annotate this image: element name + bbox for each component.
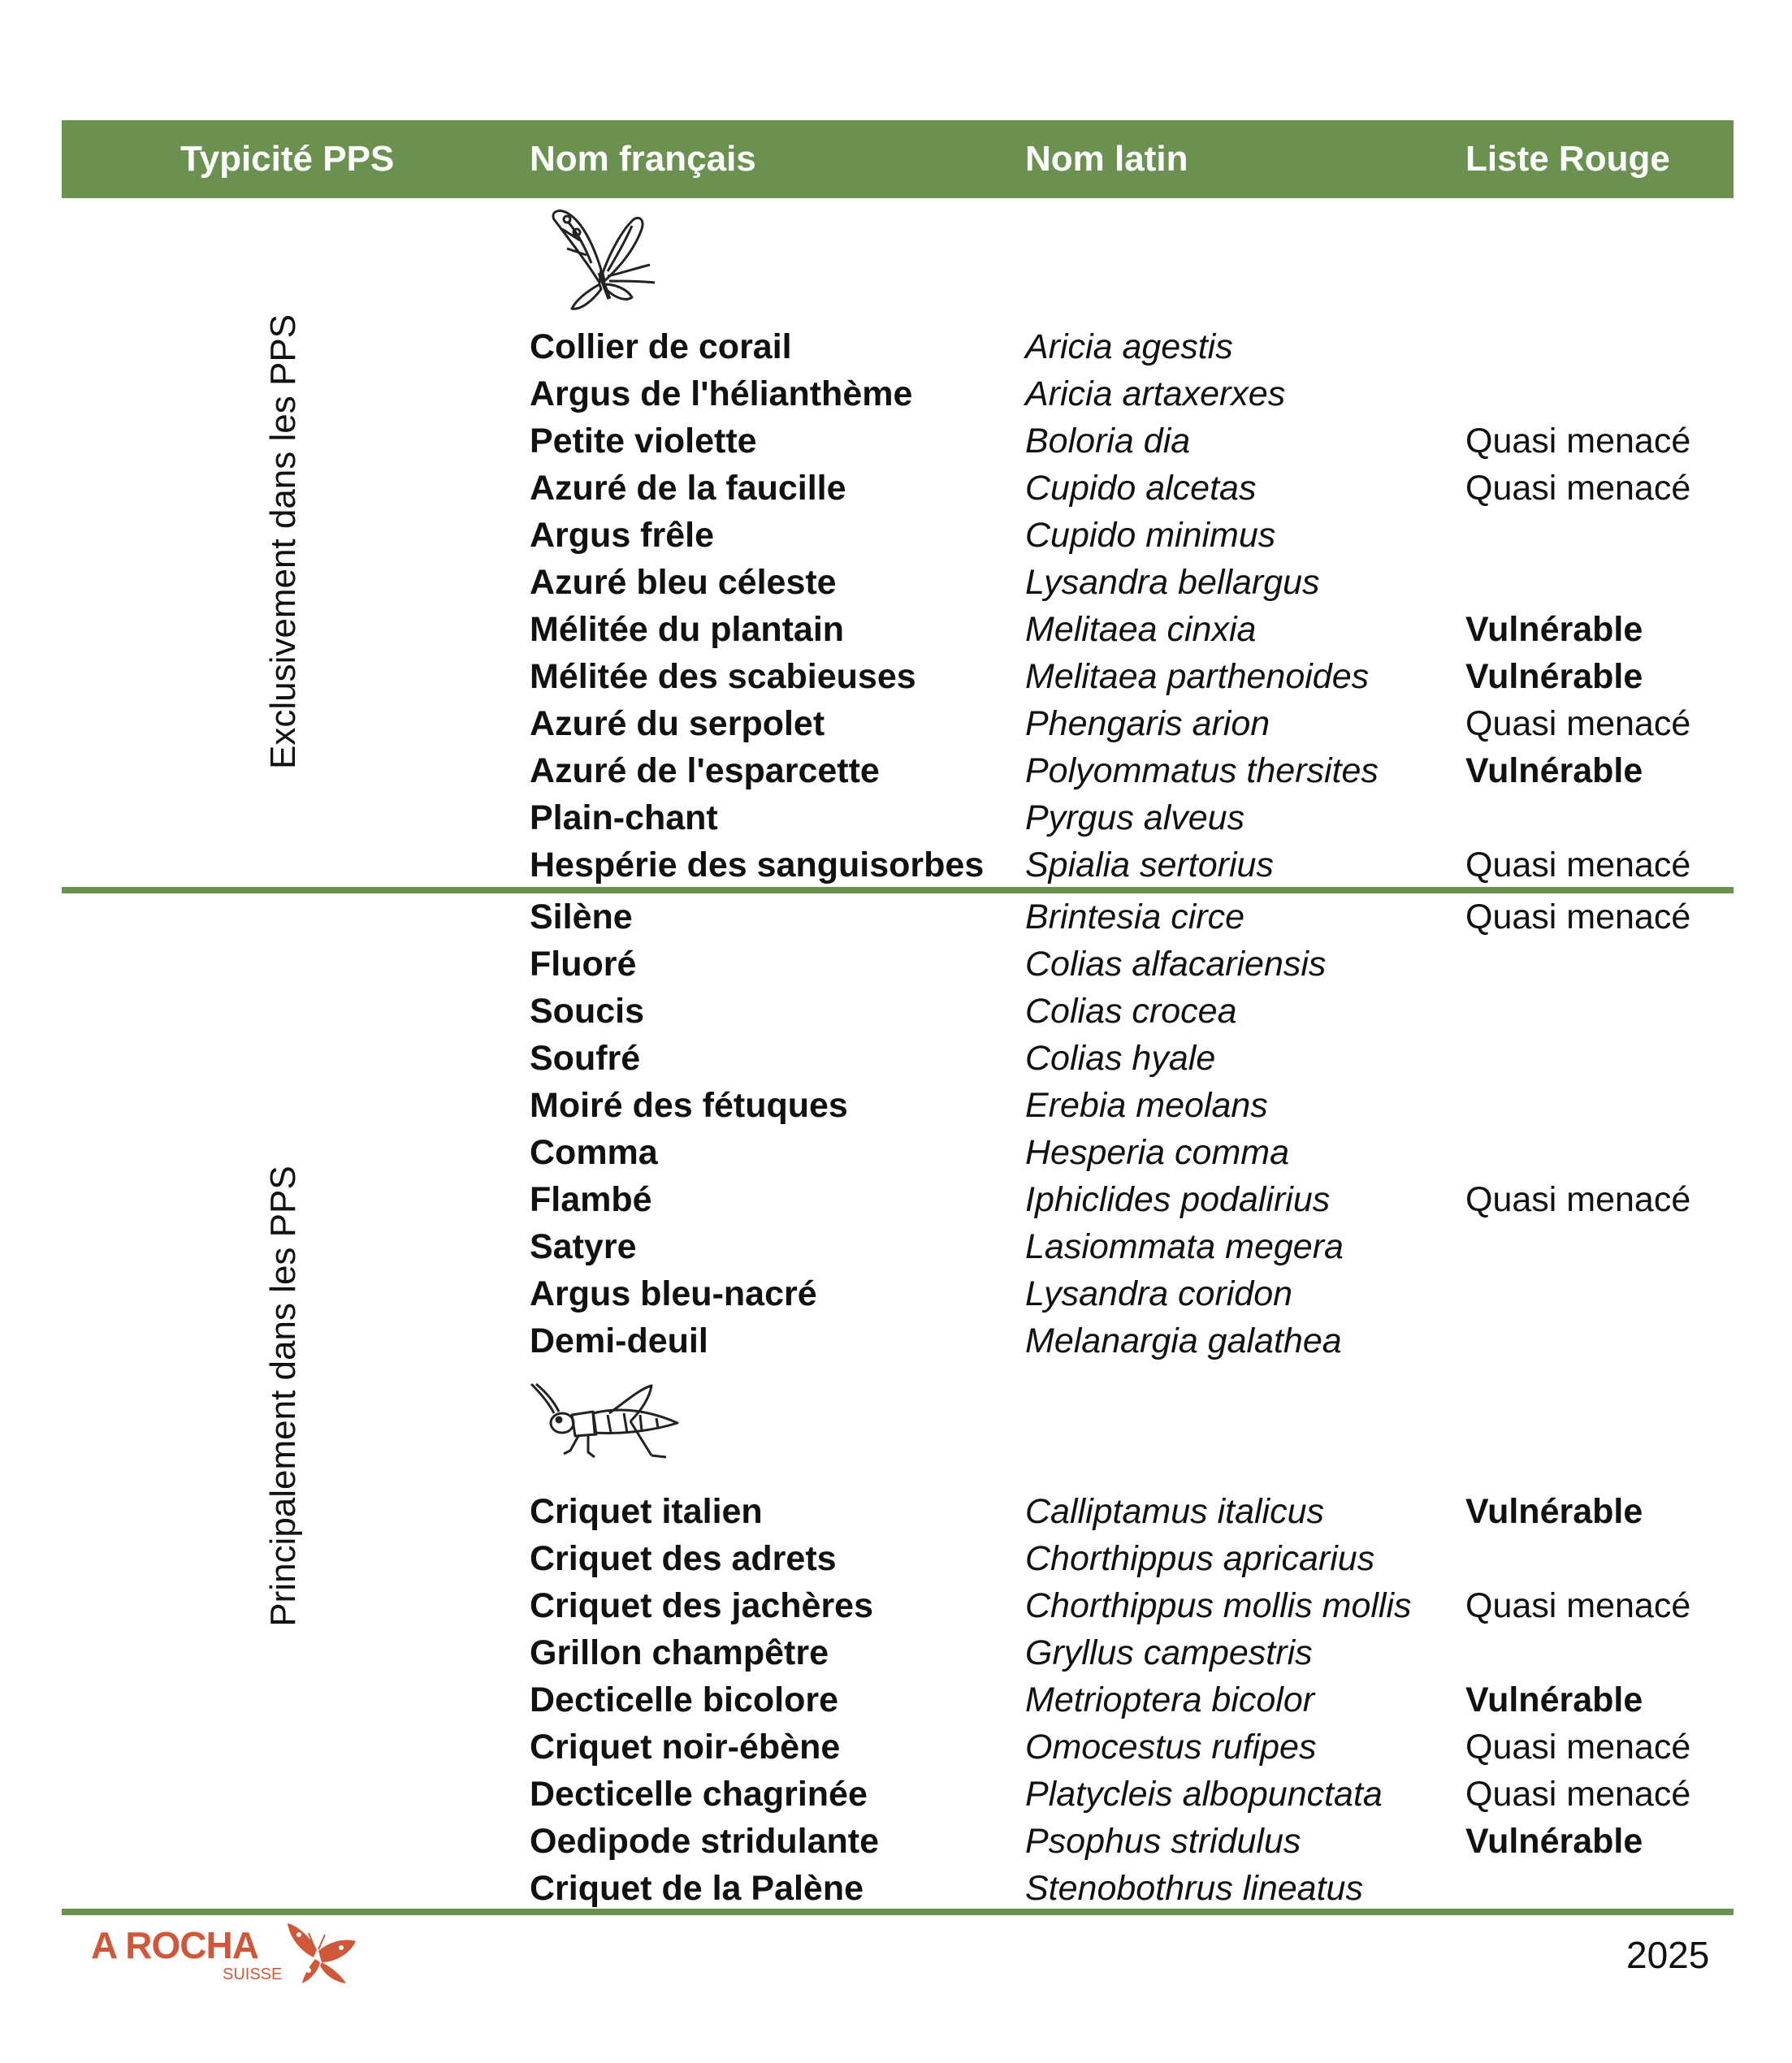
nom-francais: Oedipode stridulante <box>530 1822 880 1861</box>
liste-rouge-status: Vulnérable <box>1465 751 1643 790</box>
table-row <box>0 417 1792 465</box>
nom-francais: Hespérie des sanguisorbes <box>530 846 985 884</box>
table-row <box>0 941 1792 988</box>
liste-rouge-status: Quasi menacé <box>1465 1586 1691 1625</box>
table-row <box>0 1488 1792 1535</box>
nom-latin: Aricia artaxerxes <box>1025 374 1286 413</box>
nom-latin: Brintesia circe <box>1025 897 1245 936</box>
nom-latin: Psophus stridulus <box>1025 1822 1301 1861</box>
table-header <box>62 120 1734 198</box>
nom-latin: Polyommatus thersites <box>1025 751 1379 790</box>
table-row <box>0 1723 1792 1771</box>
nom-francais: Mélitée du plantain <box>530 610 845 649</box>
nom-latin: Melitaea cinxia <box>1025 610 1257 649</box>
nom-latin: Colias crocea <box>1025 992 1237 1031</box>
nom-latin: Omocestus rufipes <box>1025 1728 1317 1767</box>
table-row <box>0 323 1792 370</box>
liste-rouge-status: Quasi menacé <box>1465 897 1691 936</box>
liste-rouge-status: Vulnérable <box>1465 1492 1643 1531</box>
nom-latin: Stenobothrus lineatus <box>1025 1869 1363 1908</box>
table-row <box>0 653 1792 700</box>
liste-rouge-status: Vulnérable <box>1465 610 1643 649</box>
liste-rouge-status: Quasi menacé <box>1465 1180 1691 1219</box>
group-label-exclusivement: Exclusivement dans les PPS <box>263 314 303 770</box>
nom-latin: Lasiommata megera <box>1025 1227 1344 1266</box>
liste-rouge-status: Quasi menacé <box>1465 1775 1691 1814</box>
logo-text: A ROCHA <box>91 1924 258 1966</box>
nom-latin: Chorthippus apricarius <box>1025 1539 1375 1578</box>
table-row <box>0 559 1792 606</box>
nom-francais: Azuré de la faucille <box>530 469 846 508</box>
nom-latin: Lysandra bellargus <box>1025 563 1320 602</box>
nom-francais: Petite violette <box>530 422 757 461</box>
nom-francais: Decticelle chagrinée <box>530 1775 868 1814</box>
nom-latin: Gryllus campestris <box>1025 1633 1313 1672</box>
header-liste-rouge: Liste Rouge <box>1465 139 1670 179</box>
nom-latin: Calliptamus italicus <box>1025 1492 1325 1531</box>
table-row <box>0 1582 1792 1629</box>
nom-francais: Argus de l'hélianthème <box>530 374 913 413</box>
nom-francais: Criquet des jachères <box>530 1586 874 1625</box>
nom-francais: Satyre <box>530 1227 637 1266</box>
table-row <box>0 841 1792 889</box>
table-row <box>0 794 1792 841</box>
table-row <box>0 1818 1792 1865</box>
nom-francais: Soufré <box>530 1039 641 1078</box>
nom-francais: Azuré de l'esparcette <box>530 751 880 790</box>
moth-logo-icon <box>284 1917 359 1985</box>
footer-year: 2025 <box>1626 1934 1710 1976</box>
nom-latin: Colias hyale <box>1025 1039 1216 1078</box>
table-row <box>0 465 1792 512</box>
table-row <box>0 893 1792 941</box>
nom-latin: Phengaris arion <box>1025 704 1270 743</box>
nom-latin: Melanargia galathea <box>1025 1321 1342 1360</box>
nom-francais: Argus frêle <box>530 516 715 555</box>
nom-francais: Criquet des adrets <box>530 1539 837 1578</box>
table-row <box>0 1535 1792 1582</box>
table-row <box>0 1629 1792 1676</box>
grasshopper-icon <box>530 1382 682 1460</box>
nom-francais: Criquet italien <box>530 1492 763 1531</box>
nom-latin: Pyrgus alveus <box>1025 798 1245 837</box>
liste-rouge-status: Quasi menacé <box>1465 704 1691 743</box>
logo-subtitle: SUISSE <box>223 1966 283 1983</box>
nom-latin: Metrioptera bicolor <box>1025 1680 1315 1719</box>
nom-francais: Grillon champêtre <box>530 1633 829 1672</box>
nom-francais: Moiré des fétuques <box>530 1086 848 1125</box>
nom-francais: Silène <box>530 897 633 936</box>
liste-rouge-status: Quasi menacé <box>1465 469 1691 508</box>
nom-latin: Lysandra coridon <box>1025 1274 1293 1313</box>
table-row <box>0 370 1792 417</box>
nom-francais: Azuré du serpolet <box>530 704 825 743</box>
header-nom-latin: Nom latin <box>1025 139 1188 179</box>
table-row <box>0 988 1792 1035</box>
liste-rouge-status: Vulnérable <box>1465 1680 1643 1719</box>
nom-francais: Collier de corail <box>530 327 792 366</box>
nom-latin: Boloria dia <box>1025 422 1191 461</box>
liste-rouge-status: Vulnérable <box>1465 1822 1643 1861</box>
table-row <box>0 1082 1792 1129</box>
liste-rouge-status: Quasi menacé <box>1465 1728 1691 1767</box>
nom-latin: Colias alfacariensis <box>1025 945 1327 984</box>
nom-francais: Criquet de la Palène <box>530 1869 864 1908</box>
nom-francais: Azuré bleu céleste <box>530 563 837 602</box>
table-row <box>0 1035 1792 1082</box>
a-rocha-logo <box>91 1923 367 1988</box>
liste-rouge-status: Quasi menacé <box>1465 846 1691 884</box>
nom-latin: Cupido alcetas <box>1025 469 1257 508</box>
table-row <box>0 1676 1792 1723</box>
nom-francais: Comma <box>530 1133 658 1172</box>
table-row <box>0 1771 1792 1818</box>
nom-francais: Argus bleu-nacré <box>530 1274 817 1313</box>
table-row <box>0 1270 1792 1317</box>
nom-latin: Cupido minimus <box>1025 516 1276 555</box>
nom-francais: Soucis <box>530 992 644 1031</box>
liste-rouge-status: Quasi menacé <box>1465 422 1691 461</box>
nom-francais: Criquet noir-ébène <box>530 1728 841 1767</box>
nom-francais: Fluoré <box>530 945 637 984</box>
nom-latin: Aricia agestis <box>1025 327 1233 366</box>
table-row <box>0 1317 1792 1365</box>
nom-latin: Chorthippus mollis mollis <box>1025 1586 1412 1625</box>
nom-latin: Platycleis albopunctata <box>1025 1775 1383 1814</box>
table-row <box>0 1129 1792 1176</box>
liste-rouge-status: Vulnérable <box>1465 657 1643 696</box>
nom-francais: Mélitée des scabieuses <box>530 657 916 696</box>
nom-francais: Plain-chant <box>530 798 718 837</box>
nom-latin: Iphiclides podalirius <box>1025 1180 1331 1219</box>
table-row <box>0 606 1792 653</box>
nom-latin: Erebia meolans <box>1025 1086 1268 1125</box>
nom-francais: Decticelle bicolore <box>530 1680 838 1719</box>
nom-francais: Demi-deuil <box>530 1321 708 1360</box>
header-nom-francais: Nom français <box>530 139 756 179</box>
nom-francais: Flambé <box>530 1180 652 1219</box>
nom-latin: Melitaea parthenoides <box>1025 657 1370 696</box>
table-row <box>0 512 1792 559</box>
header-typicite: Typicité PPS <box>180 139 395 179</box>
nom-latin: Hesperia comma <box>1025 1133 1289 1172</box>
table-row <box>0 747 1792 794</box>
butterfly-icon <box>548 208 660 315</box>
table-row <box>0 700 1792 747</box>
table-row <box>0 1865 1792 1912</box>
group-label-principalement: Principalement dans les PPS <box>263 1166 303 1627</box>
table-row <box>0 1176 1792 1223</box>
table-row <box>0 1223 1792 1270</box>
nom-latin: Spialia sertorius <box>1025 846 1274 884</box>
